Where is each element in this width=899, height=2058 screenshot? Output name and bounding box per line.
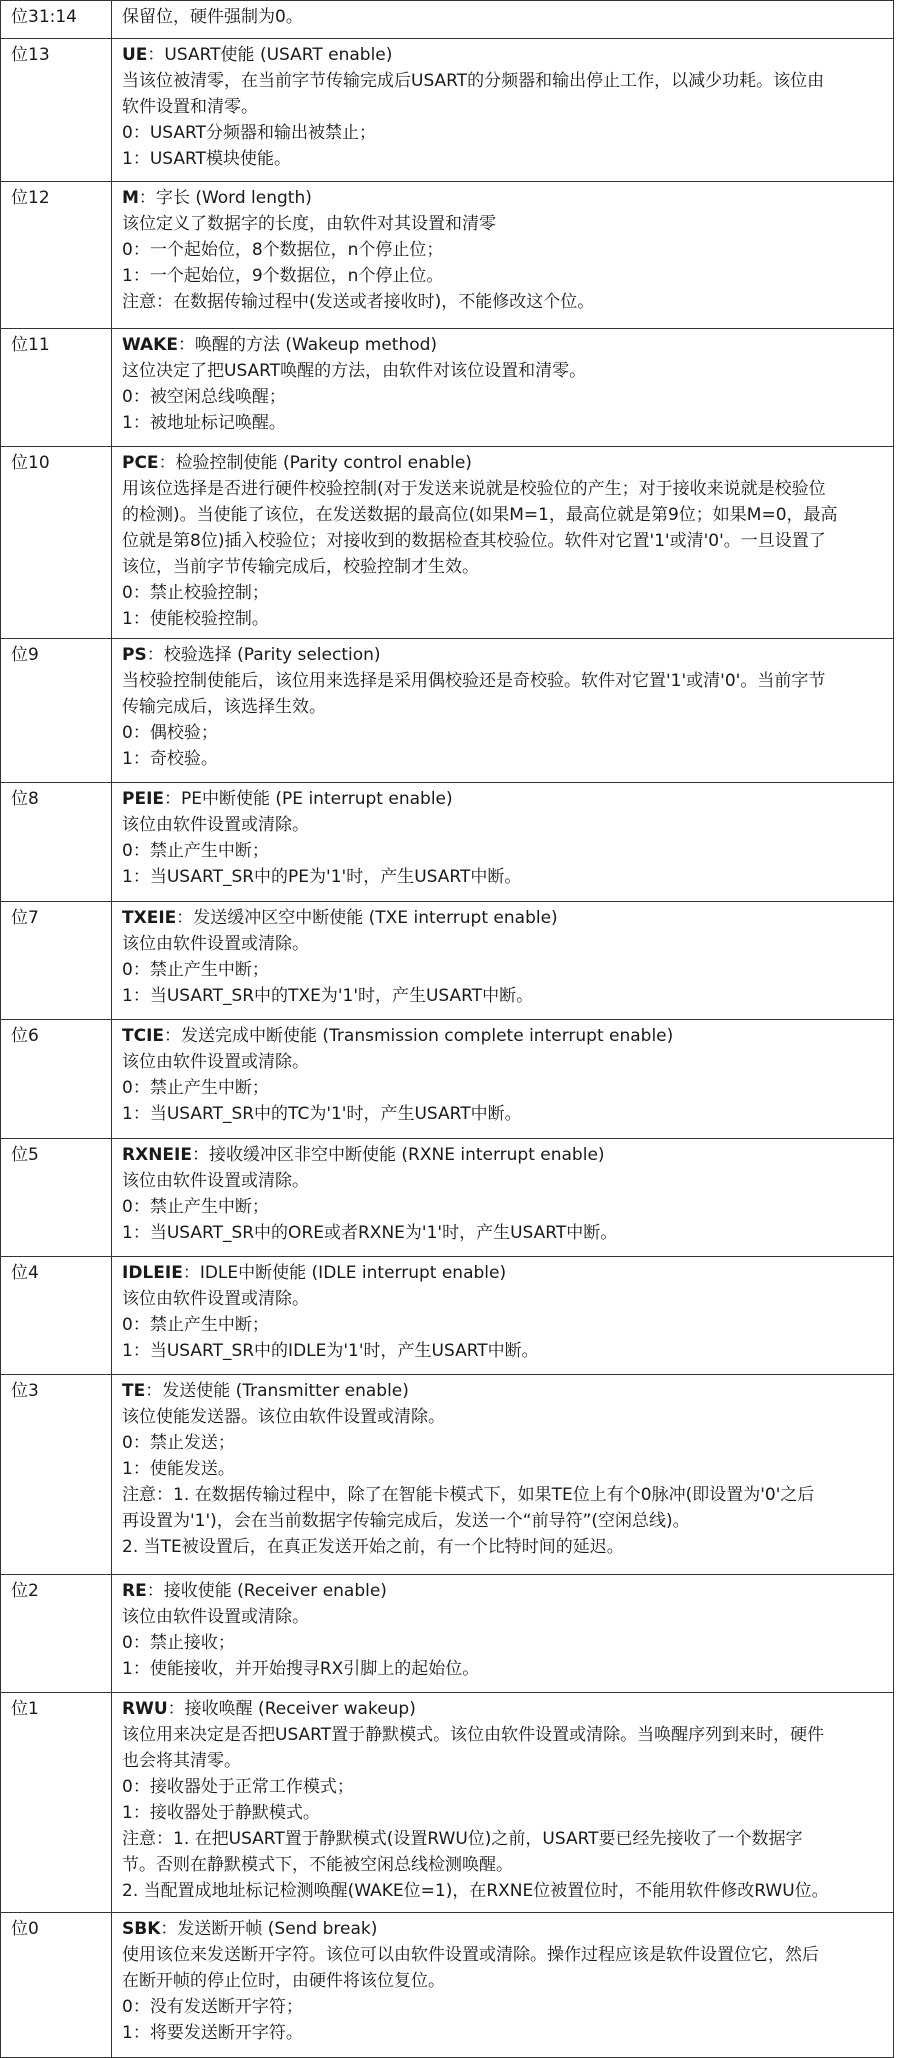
description-line: 该位使能发送器。该位由软件设置或清除。 xyxy=(122,1407,445,1427)
bit-cell xyxy=(1,39,112,182)
description-line: 使用该位来发送断开字符。该位可以由软件设置或清除。操作过程应该是软件设置位它，然后 xyxy=(122,1945,819,1965)
field-title xyxy=(122,1023,887,1049)
description-line: 1：使能发送。 xyxy=(122,1459,235,1479)
description-cell xyxy=(112,1375,894,1575)
description-line: 该位由软件设置或清除。 xyxy=(122,1052,309,1072)
bit-label: 位5 xyxy=(11,1145,39,1165)
description-line: 注意：在数据传输过程中(发送或者接收时)，不能修改这个位。 xyxy=(122,292,595,312)
description-line: 注意：1. 在把USART置于静默模式(设置RWU位)之前，USART要已经先接收了一个数据字 xyxy=(122,1829,803,1849)
description-line: 1：被地址标记唤醒。 xyxy=(122,413,286,433)
field-name: UE xyxy=(122,45,148,65)
table-row xyxy=(1,1020,894,1139)
description-line: 当该位被清零，在当前字节传输完成后USART的分频器和输出停止工作，以减少功耗。该位由 xyxy=(122,71,825,91)
description-line: 1：使能接收，并开始搜寻RX引脚上的起始位。 xyxy=(122,1659,480,1679)
table-row xyxy=(1,639,894,783)
description-cell xyxy=(112,1693,894,1913)
table-row xyxy=(1,1375,894,1575)
bit-label: 位11 xyxy=(11,335,50,355)
bit-cell xyxy=(1,1020,112,1139)
description-line: 0：禁止产生中断； xyxy=(122,1078,269,1098)
table-row xyxy=(1,902,894,1020)
table-row xyxy=(1,1693,894,1913)
description-line: 0：禁止产生中断； xyxy=(122,841,269,861)
description-line: 也会将其清零。 xyxy=(122,1751,241,1771)
bit-cell xyxy=(1,902,112,1020)
description-line: 1：使能校验控制。 xyxy=(122,609,269,629)
description-line: 该位由软件设置或清除。 xyxy=(122,1289,309,1309)
description-line: 位就是第8位)插入校验位；对接收到的数据检查其校验位。软件对它置'1'或清'0'。一旦设置了 xyxy=(122,531,826,551)
field-name: RXNEIE xyxy=(122,1145,192,1165)
bit-label: 位1 xyxy=(11,1699,39,1719)
bit-cell xyxy=(1,639,112,783)
field-description-title: ：接收缓冲区非空中断使能 (RXNE interrupt enable) xyxy=(191,1145,605,1165)
description-line: 在断开帧的停止位时，由硬件将该位复位。 xyxy=(122,1971,445,1991)
description-line: 0：USART分频器和输出被禁止； xyxy=(122,123,376,143)
field-title xyxy=(122,905,887,931)
bit-cell xyxy=(1,1375,112,1575)
bit-label: 位3 xyxy=(11,1381,39,1401)
table-row xyxy=(1,447,894,639)
description-line: 0：接收器处于正常工作模式； xyxy=(122,1777,354,1797)
description-line: 的检测)。当使能了该位，在发送数据的最高位(如果M=1，最高位就是第9位；如果M=0，最高 xyxy=(122,505,838,525)
field-title xyxy=(122,450,887,476)
description-line: 用该位选择是否进行硬件校验控制(对于发送来说就是校验位的产生；对于接收来说就是校验位 xyxy=(122,479,826,499)
bit-cell xyxy=(1,1257,112,1375)
description-line: 1：当USART_SR中的IDLE为'1'时，产生USART中断。 xyxy=(122,1341,539,1361)
field-name: TXEIE xyxy=(122,908,177,928)
field-description-title: ：IDLE中断使能 (IDLE interrupt enable) xyxy=(182,1263,507,1283)
description-line: 该位由软件设置或清除。 xyxy=(122,934,309,954)
description-line: 2. 当TE被设置后，在真正发送开始之前，有一个比特时间的延迟。 xyxy=(122,1537,624,1557)
table-row xyxy=(1,1575,894,1693)
description-cell xyxy=(112,783,894,902)
description-line: 0：禁止产生中断； xyxy=(122,1315,269,1335)
description-line: 2. 当配置成地址标记检测唤醒(WAKE位=1)，在RXNE位被置位时，不能用软件修改RWU位。 xyxy=(122,1881,829,1901)
description-line: 该位由软件设置或清除。 xyxy=(122,815,309,835)
field-description-title: ：字长 (Word length) xyxy=(138,188,312,208)
field-title xyxy=(122,42,887,68)
field-description-title: ：发送断开帧 (Send break) xyxy=(160,1919,378,1939)
field-name: PEIE xyxy=(122,789,165,809)
field-title xyxy=(122,185,887,211)
description-cell xyxy=(112,1020,894,1139)
description-line: 该位由软件设置或清除。 xyxy=(122,1607,309,1627)
bit-cell xyxy=(1,1575,112,1693)
bit-label: 位10 xyxy=(11,453,50,473)
description-line: 0：禁止发送； xyxy=(122,1433,235,1453)
table-row xyxy=(1,329,894,447)
description-line: 0：没有发送断开字符； xyxy=(122,1997,303,2017)
field-title xyxy=(122,1378,887,1404)
bit-cell xyxy=(1,182,112,329)
table-row xyxy=(1,1913,894,2058)
description-line: 该位定义了数据字的长度，由软件对其设置和清零 xyxy=(122,214,496,234)
table-row xyxy=(1,182,894,329)
description-line: 软件设置和清零。 xyxy=(122,97,258,117)
field-title xyxy=(122,332,887,358)
description-line: 该位用来决定是否把USART置于静默模式。该位由软件设置或清除。当唤醒序列到来时，硬件 xyxy=(122,1725,825,1745)
field-description-title: ：PE中断使能 (PE interrupt enable) xyxy=(164,789,453,809)
description-line: 1：当USART_SR中的ORE或者RXNE为'1'时，产生USART中断。 xyxy=(122,1223,618,1243)
description-line: 1：接收器处于静默模式。 xyxy=(122,1803,320,1823)
description-line: 1：奇校验。 xyxy=(122,749,218,769)
description-line: 当校验控制使能后，该位用来选择是采用偶校验还是奇校验。软件对它置'1'或清'0'。当前字节 xyxy=(122,671,826,691)
field-title xyxy=(122,786,887,812)
field-name: M xyxy=(122,188,139,208)
bit-cell xyxy=(1,1,112,39)
description-line: 1：将要发送断开字符。 xyxy=(122,2023,303,2043)
field-title xyxy=(122,642,887,668)
bit-label: 位13 xyxy=(11,45,50,65)
bit-cell xyxy=(1,1693,112,1913)
field-description-title: ：发送使能 (Transmitter enable) xyxy=(145,1381,409,1401)
table-body xyxy=(1,1,894,2058)
field-description-title: ：USART使能 (USART enable) xyxy=(147,45,393,65)
description-cell xyxy=(112,1257,894,1375)
field-name: TE xyxy=(122,1381,146,1401)
description-line: 保留位，硬件强制为0。 xyxy=(122,7,303,27)
description-line: 1：USART模块使能。 xyxy=(122,149,291,169)
description-cell xyxy=(112,1575,894,1693)
bit-label: 位4 xyxy=(11,1263,39,1283)
field-title xyxy=(122,1916,887,1942)
description-cell xyxy=(112,329,894,447)
bit-cell xyxy=(1,1139,112,1257)
bit-label: 位12 xyxy=(11,188,50,208)
description-line: 传输完成后，该选择生效。 xyxy=(122,697,326,717)
description-line: 0：偶校验； xyxy=(122,723,218,743)
description-line: 1：一个起始位，9个数据位，n个停止位。 xyxy=(122,266,444,286)
bit-cell xyxy=(1,329,112,447)
field-name: WAKE xyxy=(122,335,178,355)
description-line: 0：被空闲总线唤醒； xyxy=(122,387,286,407)
field-title xyxy=(122,1578,887,1604)
field-title xyxy=(122,1696,887,1722)
bit-label: 位8 xyxy=(11,789,39,809)
field-name: RWU xyxy=(122,1699,168,1719)
field-title xyxy=(122,1260,887,1286)
description-line: 该位由软件设置或清除。 xyxy=(122,1171,309,1191)
description-cell xyxy=(112,639,894,783)
description-line: 0：禁止产生中断； xyxy=(122,960,269,980)
field-description-title: ：发送缓冲区空中断使能 (TXE interrupt enable) xyxy=(176,908,558,928)
description-line: 该位，当前字节传输完成后，校验控制才生效。 xyxy=(122,557,479,577)
bit-cell xyxy=(1,783,112,902)
bit-label: 位9 xyxy=(11,645,39,665)
description-line: 0：禁止校验控制； xyxy=(122,583,269,603)
description-line: 1：当USART_SR中的PE为'1'时，产生USART中断。 xyxy=(122,867,522,887)
description-line: 这位决定了把USART唤醒的方法，由软件对该位设置和清零。 xyxy=(122,361,587,381)
field-name: IDLEIE xyxy=(122,1263,183,1283)
description-line: 1：当USART_SR中的TXE为'1'时，产生USART中断。 xyxy=(122,986,534,1006)
table-row xyxy=(1,1257,894,1375)
bit-cell xyxy=(1,1913,112,2058)
field-description-title: ：接收唤醒 (Receiver wakeup) xyxy=(167,1699,416,1719)
description-cell xyxy=(112,1139,894,1257)
field-description-title: ：接收使能 (Receiver enable) xyxy=(146,1581,387,1601)
bit-label: 位7 xyxy=(11,908,39,928)
field-description-title: ：发送完成中断使能 (Transmission complete interrupt enable) xyxy=(164,1026,674,1046)
bit-label: 位6 xyxy=(11,1026,39,1046)
field-name: SBK xyxy=(122,1919,161,1939)
field-name: TCIE xyxy=(122,1026,165,1046)
field-description-title: ：检验控制使能 (Parity control enable) xyxy=(158,453,472,473)
description-cell xyxy=(112,39,894,182)
description-line: 注意：1. 在数据传输过程中，除了在智能卡模式下，如果TE位上有个0脉冲(即设置为'0'之后 xyxy=(122,1485,815,1505)
description-line: 0：禁止接收； xyxy=(122,1633,235,1653)
table-row xyxy=(1,1139,894,1257)
description-cell xyxy=(112,1913,894,2058)
bit-label: 位2 xyxy=(11,1581,39,1601)
table-row xyxy=(1,39,894,182)
field-name: RE xyxy=(122,1581,147,1601)
field-name: PCE xyxy=(122,453,159,473)
bit-label: 位31:14 xyxy=(11,7,77,27)
table-row xyxy=(1,1,894,39)
field-description-title: ：校验选择 (Parity selection) xyxy=(146,645,381,665)
description-line: 0：禁止产生中断； xyxy=(122,1197,269,1217)
table-row xyxy=(1,783,894,902)
field-name: PS xyxy=(122,645,147,665)
description-cell xyxy=(112,1,894,39)
description-cell xyxy=(112,182,894,329)
description-line: 1：当USART_SR中的TC为'1'时，产生USART中断。 xyxy=(122,1104,522,1124)
description-line: 再设置为'1')，会在当前数据字传输完成后，发送一个“前导符”(空闲总线)。 xyxy=(122,1511,690,1531)
bit-label: 位0 xyxy=(11,1919,39,1939)
description-cell xyxy=(112,447,894,639)
field-title xyxy=(122,1142,887,1168)
description-cell xyxy=(112,902,894,1020)
field-description-title: ：唤醒的方法 (Wakeup method) xyxy=(177,335,438,355)
description-line: 0：一个起始位，8个数据位，n个停止位； xyxy=(122,240,444,260)
bit-cell xyxy=(1,447,112,639)
description-line: 节。否则在静默模式下，不能被空闲总线检测唤醒。 xyxy=(122,1855,513,1875)
